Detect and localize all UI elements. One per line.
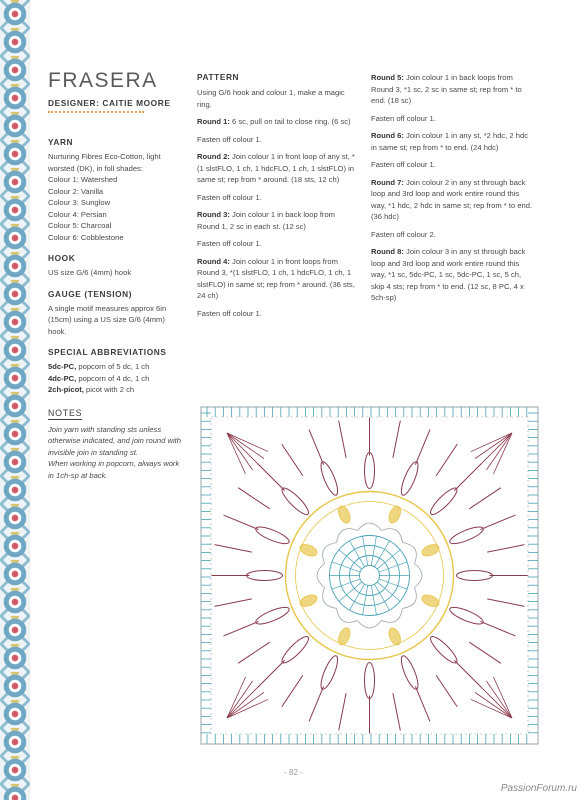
notes-line: Join yarn with standing sts unless otherwise indicated, and join round with invisible join in standing st. [48,424,181,457]
teal-stitch [375,584,390,610]
abbreviation-definition: popcorn of 5 dc, 1 ch [76,362,150,371]
yarn-colour: Colour 4: Persian [48,209,107,219]
chain-arch [402,588,420,613]
chain-arch [317,564,325,588]
round-instruction [371,130,536,153]
crochet-chart-svg [197,403,542,748]
chain-arch [402,539,420,564]
radial-stitch [415,430,430,465]
decorative-border [0,0,30,800]
radial-stitch [436,444,457,476]
notes-heading: NOTES [48,407,83,418]
chain-arch [415,564,423,588]
popcorn-stitch [420,593,440,609]
page-title: FRASERA [48,69,158,92]
radial-stitch [454,464,481,491]
burgundy-petal [448,524,485,547]
burgundy-petal [247,571,283,581]
teal-stitch [363,585,368,615]
radial-stitch [415,686,430,721]
chain-arch [358,621,382,629]
gauge-text: A single motif measures approx 6in (15cm) using a US size G/6 (4mm) hook. [48,303,167,336]
popcorn-stitch [387,504,403,524]
pattern-column-1 [197,72,357,319]
round-instruction [197,151,357,186]
burgundy-petal [318,460,341,497]
radial-stitch [480,515,515,530]
notes-line: When working in popcorn, always work in 1ch-sp at back. [48,459,180,480]
teal-stitch [332,579,360,589]
round-label: Round 2: [197,152,230,161]
round-text: Join colour 3 in any st through back loop and 3rd loop and work entire round this way, *1 sc, 5dc-PC, 1 sc, 5dc-PC, 1 sc, 5 ch, skip 4 sts; rep from * to end. (12 sc, 8 PC, 4 x 5ch-sp) [371,247,526,302]
fasten-off-note: Fasten off colour 1. [371,160,436,169]
yarn-colour: Colour 5: Charcoal [48,221,112,230]
yarn-colour: Colour 1: Watershed [48,175,118,184]
burgundy-petal [254,604,291,627]
fasten-off-note: Fasten off colour 1. [197,239,262,248]
round-label: Round 4: [197,256,230,266]
round-instruction [197,256,357,302]
gauge-heading: GAUGE (TENSION) [48,288,133,299]
round-instruction [197,209,357,232]
teal-stitch [371,585,376,615]
radial-stitch [487,599,524,606]
round-instruction [197,116,357,128]
abbreviation-definition: popcorn of 4 dc, 1 ch [76,373,150,383]
round-label: Round 6: [371,131,404,140]
yellow-ring-inner [296,502,444,650]
burgundy-petal [365,663,375,699]
round-text: Join colour 1 in front loops from Round 3, *(1 slstFLO, 1 ch, 1 hdcFLO, 1 ch, 1 slstFLO) in same st; rep from * around. (36 sts, 24 ch) [197,256,355,300]
pattern-heading: PATTERN [197,72,240,82]
page-number: - 82 - [284,768,303,777]
radial-stitch [469,488,501,509]
burgundy-petal [365,453,375,489]
yarn-colour: Colour 6: Cobblestone [48,232,124,242]
burgundy-petal [254,524,291,547]
teal-stitch [350,584,365,610]
round-text: Join colour 2 in any st through back loop and 3rd loop and work entire round this way, *1 hdc, 2 hdc in same st; rep from * to end. (36 hdc) [371,177,533,221]
radial-stitch [238,642,270,663]
fasten-off-note: Fasten off colour 1. [197,192,262,202]
round-text: Join colour 1 in back loop from Round 1, 2 sc in each st. (12 sc) [197,210,336,231]
chain-arch [333,608,358,626]
radial-stitch [224,515,259,530]
pattern-intro: Using G/6 hook and colour 1, make a magic ring. [197,88,345,109]
popcorn-stitch [336,504,352,524]
radial-stitch [282,675,303,707]
radial-stitch [258,464,285,491]
popcorn-stitch [336,626,352,646]
yarn-colour: Colour 3: Sunglow [48,198,111,207]
radial-stitch [339,421,346,458]
hook-heading: HOOK [48,253,76,263]
round-label: Round 5: [371,73,404,82]
radial-stitch [469,642,501,663]
round-label: Round 8: [371,247,404,256]
chain-arch [318,588,336,613]
yarn-description: Nurturing Fibres Eco-Cotton, light worsted (DK), in foll shades: [48,152,161,173]
designer-credit: DESIGNER: CAITIE MOORE [48,98,171,108]
fasten-off-note: Fasten off colour 1. [197,308,262,318]
round-instruction [371,72,536,107]
chain-arch [358,523,382,531]
radial-stitch [480,621,515,636]
teal-ring [360,566,380,586]
yarn-colour: Colour 2: Vanilla [48,186,104,196]
round-instruction [371,177,536,223]
fasten-off-note: Fasten off colour 1. [371,113,436,123]
round-text: Join colour 1 in any st, *2 hdc, 2 hdc in same st; rep from * to end. (24 hdc) [371,131,529,152]
round-label: Round 7: [371,177,404,187]
teal-stitch [332,562,360,572]
abbreviation-item [48,361,183,373]
radial-stitch [258,660,285,687]
corner-fan-stitch [480,433,512,465]
chain-arch [333,524,358,542]
crochet-chart [197,403,542,748]
chain-arch [382,608,407,626]
radial-stitch [282,444,303,476]
radial-stitch [215,545,252,552]
abbreviation-item [48,384,183,396]
corner-fan-stitch [480,686,512,718]
round-text: 6 sc, pull on tail to close ring. (6 sc) [229,117,351,126]
round-text: Join colour 1 in front loop of any st, *(1 slstFLO, 1 ch, 1 hdcFLO, 1 ch, 1 slstFLO) in same st; rep from * around. (18 sts, 12 ch) [197,152,355,184]
popcorn-stitch [387,626,403,646]
round-label: Round 1: [197,117,230,126]
abbreviation-term: 5dc-PC, [48,362,77,371]
fasten-off-note: Fasten off colour 1. [197,134,262,144]
abbreviations-heading: SPECIAL ABBREVIATIONS [48,347,167,357]
radial-stitch [436,675,457,707]
radial-stitch [393,693,400,730]
teal-stitch [363,536,368,566]
radial-stitch [393,421,400,458]
teal-stitch [375,541,390,567]
radial-stitch [309,430,324,465]
round-label: Round 3: [197,210,230,219]
burgundy-petal [318,654,341,691]
radial-stitch [309,686,324,721]
left-column [48,68,183,481]
popcorn-stitch [420,542,440,558]
abbreviation-term: 4dc-PC, [48,373,77,383]
yarn-heading: YARN [48,137,74,147]
pattern-column-2 [371,72,536,304]
radial-stitch [339,693,346,730]
yarn-colour-list [48,174,183,243]
chain-arch [382,524,407,542]
burgundy-petal [448,604,485,627]
chain-arch [318,539,336,564]
radial-stitch [487,545,524,552]
hook-text: US size G/6 (4mm) hook [48,268,132,277]
burgundy-petal [457,571,493,581]
teal-stitch [379,562,407,572]
teal-stitch [350,541,365,567]
corner-fan-stitch [227,686,259,718]
radial-stitch [215,599,252,606]
round-text: Join colour 1 in back loops from Round 3, *1 sc, 2 sc in same st; rep from * to end. (18 sc) [371,73,522,105]
radial-stitch [224,621,259,636]
burgundy-petal [398,654,421,691]
radial-stitch [238,488,270,509]
radial-stitch [454,660,481,687]
abbreviation-item [48,373,183,385]
popcorn-stitch [298,542,318,558]
yellow-ring [286,492,454,660]
teal-stitch [371,536,376,566]
teal-stitch [379,579,407,589]
abbreviation-term: 2ch-picot, [48,385,84,394]
dotted-divider [48,111,144,113]
round-instruction [371,246,536,304]
burgundy-petal [398,460,421,497]
popcorn-stitch [298,593,318,609]
fasten-off-note: Fasten off colour 2. [371,229,436,239]
corner-fan-stitch [227,433,259,465]
abbreviation-definition: picot with 2 ch [83,385,135,394]
watermark: PassionForum.ru [500,783,577,794]
